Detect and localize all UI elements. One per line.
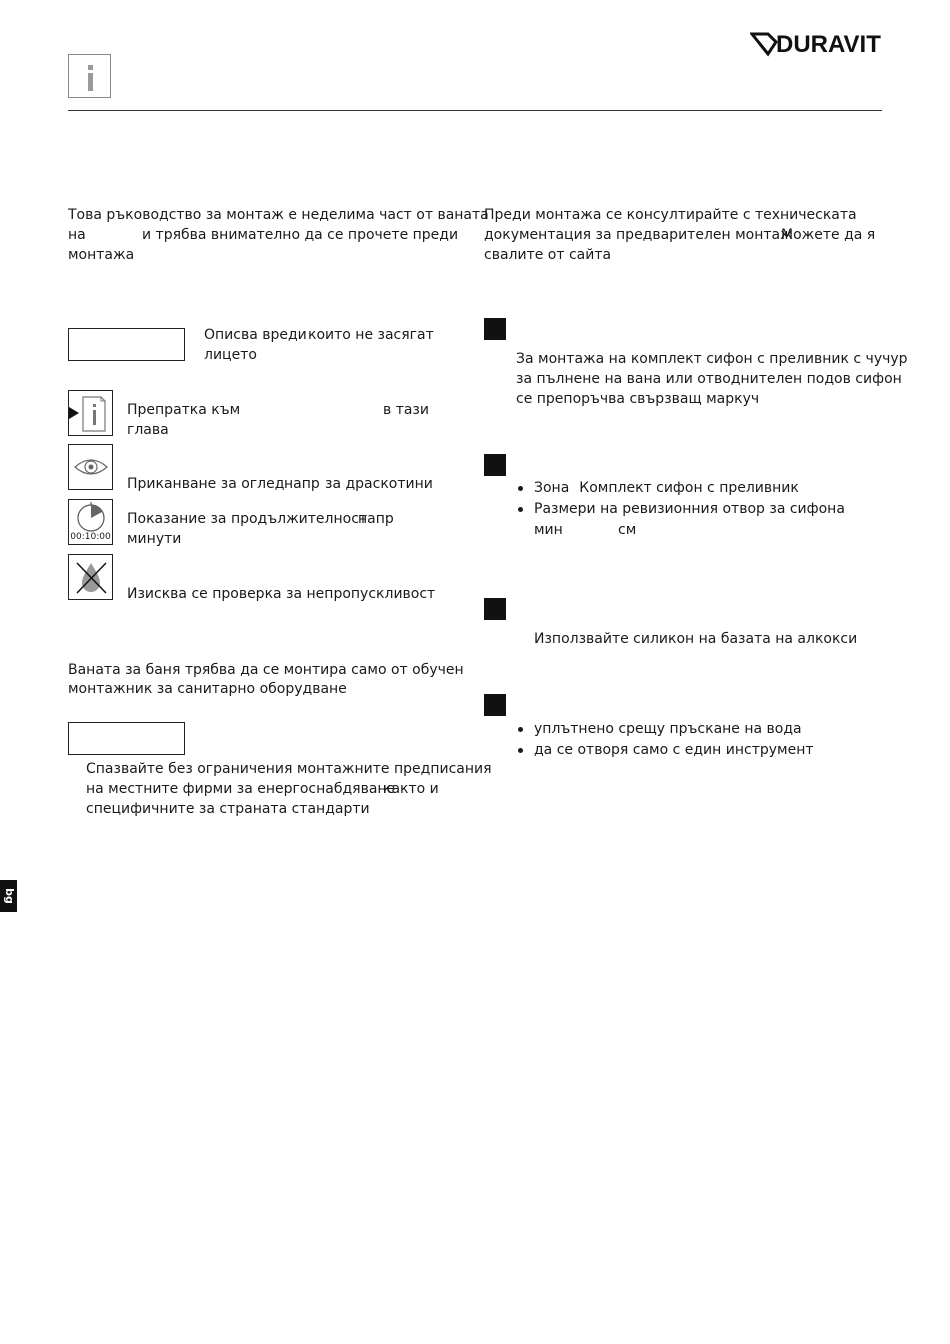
notice-text-2: които не засягат [308, 327, 434, 343]
info-reference-icon [68, 390, 113, 436]
info-icon [68, 54, 111, 98]
hose-text-2: за пълнене на вана или отводнителен подов сифон [516, 371, 902, 387]
regulations-text-2b: както и [383, 781, 439, 797]
symbol-leak-text: Изисква се проверка за непропускливост [127, 586, 436, 602]
symbol-timer-text-1: Показание за продължителност [127, 511, 368, 527]
notice-label-box [68, 328, 185, 361]
language-tab-label: bg [3, 888, 16, 904]
notice-text-1: Описва вреди [204, 327, 307, 343]
hose-text-1: За монтажа на комплект сифон с преливник с чучур [516, 351, 908, 367]
intro-left-line-3: монтажа [68, 247, 135, 263]
intro-right-line-1: Преди монтажа се консултирайте с техническата [484, 207, 857, 223]
installer-text-1: Ваната за баня трябва да се монтира само от обучен [68, 662, 464, 678]
section-marker-access [484, 694, 506, 716]
intro-right-line-3: свалите от сайта [484, 247, 612, 263]
intro-left-line-1: Това ръководство за монтаж е неделима част от ваната [68, 207, 489, 223]
symbol-eye-text-1: Приканване за оглед [127, 476, 285, 492]
zone-list [516, 478, 845, 520]
notice-text-3: лицето [204, 347, 257, 363]
header-divider [68, 110, 882, 111]
zone-min-label: мин [534, 522, 563, 538]
zone-item-2-part-1: Размери на ревизионния отвор за сифона [534, 501, 845, 517]
intro-left-line-2a: на [68, 227, 86, 243]
section-marker-silicone [484, 598, 506, 620]
symbol-ref-text-2: в тази [383, 402, 429, 418]
hose-text-3: се препоръчва свързващ маркуч [516, 391, 760, 407]
access-item-1 [516, 719, 814, 740]
zone-item-1 [516, 478, 845, 499]
section-marker-zone [484, 454, 506, 476]
symbol-eye-text-3: за драскотини [325, 476, 433, 492]
regulations-text-1: Спазвайте без ограничения монтажните предписания [86, 761, 492, 777]
zone-item-1-part-2: Комплект сифон с преливник [579, 480, 799, 496]
logo-text: DURAVIT [776, 31, 881, 58]
eye-icon [68, 444, 113, 490]
symbol-timer-text-2: напр [358, 511, 394, 527]
zone-cm-label: см [618, 522, 637, 538]
duravit-logo [750, 28, 886, 60]
section-marker-hose [484, 318, 506, 340]
regulations-text-2a: на местните фирми за енергоснабдяване [86, 781, 396, 797]
intro-right-line-2a: документация за предварителен монтаж [484, 227, 793, 243]
leak-test-icon [68, 554, 113, 600]
symbol-timer-text-3: минути [127, 531, 182, 547]
access-item-2 [516, 740, 814, 761]
symbol-ref-text-3: глава [127, 422, 169, 438]
installer-text-2: монтажник за санитарно оборудване [68, 681, 347, 697]
zone-item-1-part-1: Зона [534, 480, 570, 496]
zone-item-2 [516, 499, 845, 520]
timer-label: 00:10:00 [70, 532, 111, 542]
regulations-label-box [68, 722, 185, 755]
access-item-2-text: да се отворя само с един инструмент [534, 742, 814, 758]
access-item-1-text: уплътнено срещу пръскане на вода [534, 721, 802, 737]
regulations-text-3: специфичните за страната стандарти [86, 801, 370, 817]
intro-left-line-2b: и трябва внимателно да се прочете преди [142, 227, 459, 243]
symbol-eye-text-2: напр [284, 476, 320, 492]
symbol-ref-text-1: Препратка към [127, 402, 241, 418]
language-tab [0, 880, 17, 912]
timer-icon [68, 499, 113, 545]
intro-right-line-2b: Можете да я [781, 227, 876, 243]
silicone-text: Използвайте силикон на базата на алкокси [534, 631, 858, 647]
access-list [516, 719, 814, 761]
